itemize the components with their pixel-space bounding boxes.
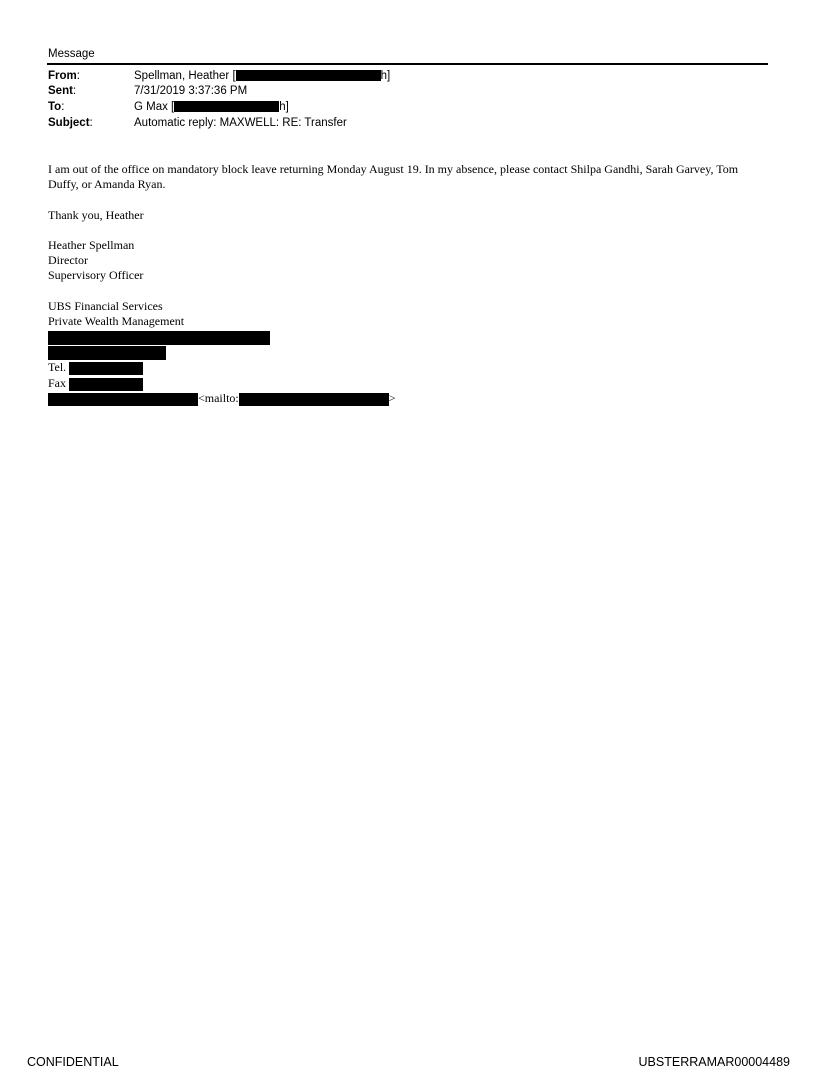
redaction-block xyxy=(48,393,198,406)
tel-label: Tel. xyxy=(48,360,67,374)
mailto-close: > xyxy=(388,391,396,405)
signature-block xyxy=(48,238,143,283)
to-label: To: xyxy=(48,101,65,113)
redaction-block xyxy=(69,362,143,375)
confidential-footer: CONFIDENTIAL xyxy=(27,1055,119,1069)
firm-block xyxy=(48,299,184,329)
message-body-paragraph: I am out of the office on mandatory block leave returning Monday August 19. In my absence, please contact Shilpa Gandhi, Sarah Garvey, Tom Duffy, or Amanda Ryan. xyxy=(48,162,739,191)
closing-line: Thank you, Heather xyxy=(48,208,144,222)
signature-title: Supervisory Officer xyxy=(48,268,144,282)
mailto-open: <mailto: xyxy=(198,391,239,405)
redaction-block xyxy=(174,101,279,112)
tel-line xyxy=(48,360,143,375)
firm-name: UBS Financial Services xyxy=(48,299,163,313)
fax-line xyxy=(48,376,143,391)
sent-value: 7/31/2019 3:37:36 PM xyxy=(134,85,248,97)
redaction-block xyxy=(236,70,381,81)
redaction-block xyxy=(69,378,143,391)
to-value: G Max [ h] xyxy=(134,101,289,113)
redaction-block xyxy=(239,393,389,406)
subject-label: Subject: xyxy=(48,117,93,129)
header-divider xyxy=(47,63,768,65)
message-header-label: Message xyxy=(48,48,95,60)
signature-title: Director xyxy=(48,253,88,267)
email-line xyxy=(48,391,396,406)
from-value: Spellman, Heather [ h] xyxy=(134,70,391,82)
firm-division: Private Wealth Management xyxy=(48,314,185,328)
subject-value: Automatic reply: MAXWELL: RE: Transfer xyxy=(134,117,347,129)
redaction-block xyxy=(48,331,270,345)
redaction-block xyxy=(48,346,166,360)
bates-number: UBSTERRAMAR00004489 xyxy=(638,1055,790,1069)
signature-name: Heather Spellman xyxy=(48,238,135,252)
from-label: From: xyxy=(48,70,80,82)
fax-label: Fax xyxy=(48,376,66,390)
sent-label: Sent: xyxy=(48,85,77,97)
